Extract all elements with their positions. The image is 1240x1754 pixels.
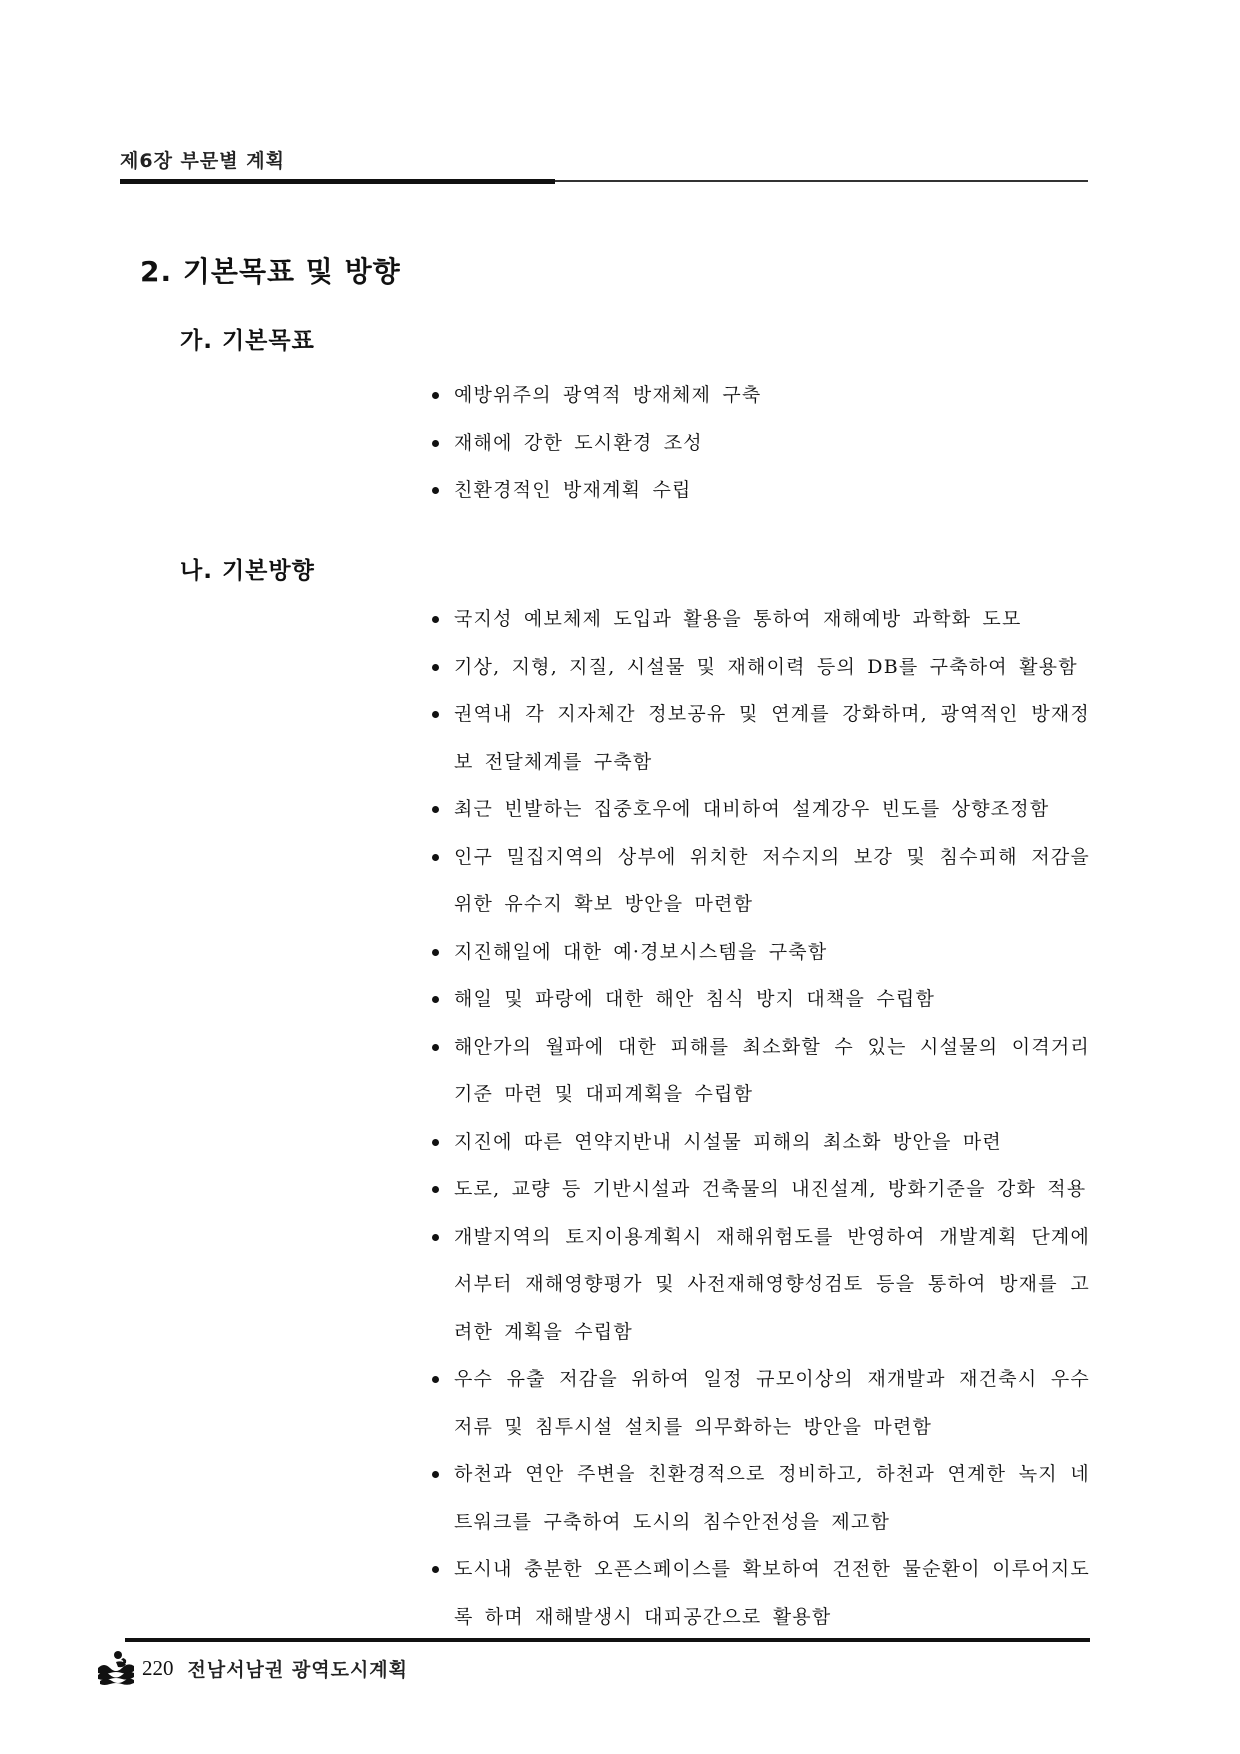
list-item-text: 기상, 지형, 지질, 시설물 및 재해이력 등의 DB를 구축하여 활용함 <box>454 655 1078 678</box>
list-item <box>430 976 1090 1024</box>
bullet-icon <box>432 1376 439 1383</box>
list-item <box>430 467 1090 515</box>
list-item <box>430 834 1090 929</box>
subsection-title-directions: 나. 기본방향 <box>180 558 315 584</box>
list-item-text: 도시내 충분한 오픈스페이스를 확보하여 건전한 물순환이 이루어지도록 하며 재해발생시 대피공간으로 활용함 <box>454 1558 1090 1628</box>
list-item <box>430 1024 1090 1119</box>
bullet-icon <box>432 1044 439 1051</box>
list-item <box>430 1451 1090 1546</box>
footer-rule <box>125 1638 1090 1642</box>
bullet-icon <box>432 440 439 447</box>
list-item-text: 친환경적인 방재계획 수립 <box>454 479 692 501</box>
list-item <box>430 596 1090 644</box>
page-number: 220 <box>142 1655 174 1680</box>
header-rule-accent <box>120 179 555 184</box>
list-item <box>430 644 1090 692</box>
list-item <box>430 929 1090 977</box>
bullet-icon <box>432 664 439 671</box>
list-item-text: 도로, 교량 등 기반시설과 건축물의 내진설계, 방화기준을 강화 적용 <box>454 1178 1087 1200</box>
list-item-text: 국지성 예보체제 도입과 활용을 통하여 재해예방 과학화 도모 <box>454 608 1022 630</box>
list-item-text: 인구 밀집지역의 상부에 위치한 저수지의 보강 및 침수피해 저감을 위한 유수지 확보 방안을 마련함 <box>454 845 1090 915</box>
bullet-icon <box>432 392 439 399</box>
subsection-title-goals: 가. 기본목표 <box>180 328 315 354</box>
bullet-icon <box>432 711 439 718</box>
list-item <box>430 1356 1090 1451</box>
bullet-icon <box>432 1139 439 1146</box>
bullet-icon <box>432 1234 439 1241</box>
list-item <box>430 420 1090 468</box>
list-item <box>430 1166 1090 1214</box>
list-item-text: 권역내 각 지자체간 정보공유 및 연계를 강화하며, 광역적인 방재정보 전달체계를 구축함 <box>454 703 1090 773</box>
bullet-icon <box>432 1186 439 1193</box>
section-title: 2. 기본목표 및 방향 <box>140 255 401 288</box>
list-item-text: 재해에 강한 도시환경 조성 <box>454 431 703 454</box>
list-item <box>430 691 1090 786</box>
wave-swimmer-logo-icon <box>96 1648 136 1688</box>
bullet-icon <box>432 616 439 623</box>
goals-list <box>430 372 1090 515</box>
bullet-icon <box>432 806 439 813</box>
list-item <box>430 786 1090 834</box>
list-item-text: 개발지역의 토지이용계획시 재해위험도를 반영하여 개발계획 단계에서부터 재해영향평가 및 사전재해영향성검토 등을 통하여 방재를 고려한 계획을 수립함 <box>454 1225 1090 1343</box>
list-item-text: 예방위주의 광역적 방재체제 구축 <box>454 384 762 406</box>
bullet-icon <box>432 854 439 861</box>
bullet-icon <box>432 487 439 494</box>
bullet-icon <box>432 1566 439 1573</box>
list-item <box>430 1119 1090 1167</box>
bullet-icon <box>432 949 439 956</box>
bullet-icon <box>432 996 439 1003</box>
running-header-chapter: 제6장 부문별 계획 <box>120 150 285 172</box>
list-item-text: 하천과 연안 주변을 친환경적으로 정비하고, 하천과 연계한 녹지 네트워크를 구축하여 도시의 침수안전성을 제고함 <box>454 1463 1090 1533</box>
list-item <box>430 1214 1090 1357</box>
list-item <box>430 372 1090 420</box>
list-item-text: 최근 빈발하는 집중호우에 대비하여 설계강우 빈도를 상향조정함 <box>454 798 1050 820</box>
list-item-text: 지진해일에 대한 예·경보시스템을 구축함 <box>454 940 828 963</box>
list-item-text: 지진에 따른 연약지반내 시설물 피해의 최소화 방안을 마련 <box>454 1130 1002 1153</box>
bullet-icon <box>432 1471 439 1478</box>
list-item-text: 해안가의 월파에 대한 피해를 최소화할 수 있는 시설물의 이격거리 기준 마련 및 대피계획을 수립함 <box>454 1035 1090 1105</box>
directions-list <box>430 596 1090 1641</box>
footer-document-title: 전남서남권 광역도시계획 <box>187 1658 409 1681</box>
list-item <box>430 1546 1090 1641</box>
list-item-text: 해일 및 파랑에 대한 해안 침식 방지 대책을 수립함 <box>454 988 935 1010</box>
list-item-text: 우수 유출 저감을 위하여 일정 규모이상의 재개발과 재건축시 우수 저류 및 침투시설 설치를 의무화하는 방안을 마련함 <box>454 1368 1090 1438</box>
page-footer <box>96 1648 408 1688</box>
